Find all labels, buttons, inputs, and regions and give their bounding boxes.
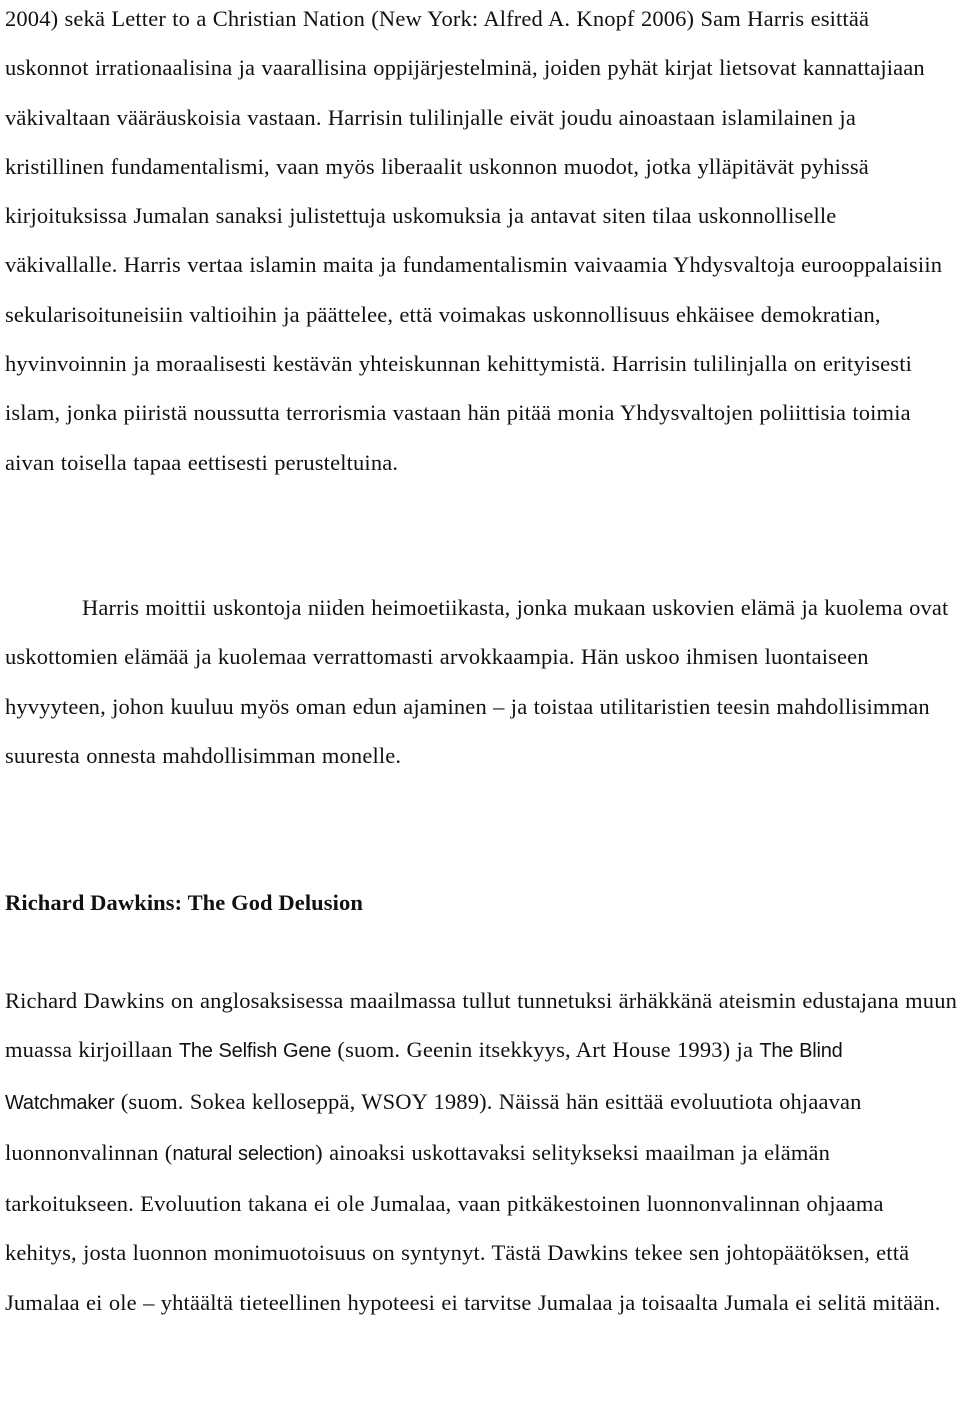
paragraph-text: ) ainoaksi uskottavaksi selitykseksi maailman ja elämän tarkoitukseen. Evoluution takana ei ole Jumalaa, vaan pitkäkestoinen luonnonvalinnan ohjaama kehitys, josta luonnon monimuotoisuus on syntynyt. Tästä Dawkins tekee sen johtopäätöksen, että Jumalaa ei ole – yhtäältä tieteellinen hypoteesi ei tarvitse Jumalaa ja toisaalta Jumala ei selitä mitään. — [5, 1139, 941, 1315]
paragraph-text: (suom. Sokea kelloseppä, WSOY 1989). Näissä hän esittää evoluutiota ohjaavan luonnonvalinnan ( — [5, 1088, 862, 1165]
book-title-selfish-gene: The Selfish Gene — [178, 1040, 332, 1063]
term-natural-selection: natural selection — [172, 1142, 316, 1165]
body-paragraph-dawkins — [5, 976, 957, 1327]
body-paragraph-harris-2: Harris moittii uskontoja niiden heimoetiikasta, jonka mukaan uskovien elämä ja kuolema ovat uskottomien elämää ja kuolemaa verrattomasti arvokkaampia. Hän uskoo ihmisen luontaiseen hyvyyteen, johon kuuluu myös oman edun ajaminen – ja toistaa utilitaristien teesin mahdollisimman suuresta onnesta mahdollisimman monelle. — [5, 595, 949, 768]
paragraph-text: Richard Dawkins on anglosaksisessa maailmassa tullut tunnetuksi ärhäkkänä ateismin edustajana muun muassa kirjoillaan — [5, 988, 957, 1063]
book-title-blind-watchmaker: The Blind Watchmaker — [5, 1040, 843, 1114]
body-paragraph-harris-1: 2004) sekä Letter to a Christian Nation (New York: Alfred A. Knopf 2006) Sam Harris esittää uskonnot irrationaalisina ja vaarallisina oppijärjestelminä, joiden pyhät kirjat lietsovat kannattajiaan väkivaltaan vääräuskoisia vastaan. Harrisin tulilinjalle eivät joudu ainoastaan islamilainen ja kristillinen fundamentalismi, vaan myös liberaalit uskonnon muodot, jotka ylläpitävät pyhissä kirjoituksissa Jumalan sanaksi julistettuja uskomuksia ja antavat siten tilaa uskonnolliselle väkivallalle. Harris vertaa islamin maita ja fundamentalismin vaivaamia Yhdysvaltoja eurooppalaisiin sekularisoituneisiin valtioihin ja päättelee, että voimakas uskonnollisuus ehkäisee demokratian, hyvinvoinnin ja moraalisesti kestävän yhteiskunnan kehittymistä. Harrisin tulilinjalla on erityisesti islam, jonka piiristä noussutta terrorismia vastaan hän pitää monia Yhdysvaltojen poliittisia toimia aivan toisella tapaa eettisesti perusteltuina. — [5, 6, 943, 475]
paragraph-text: (suom. Geenin itsekkyys, Art House 1993) ja — [331, 1037, 760, 1063]
section-heading: Richard Dawkins: The God Delusion — [5, 890, 363, 915]
